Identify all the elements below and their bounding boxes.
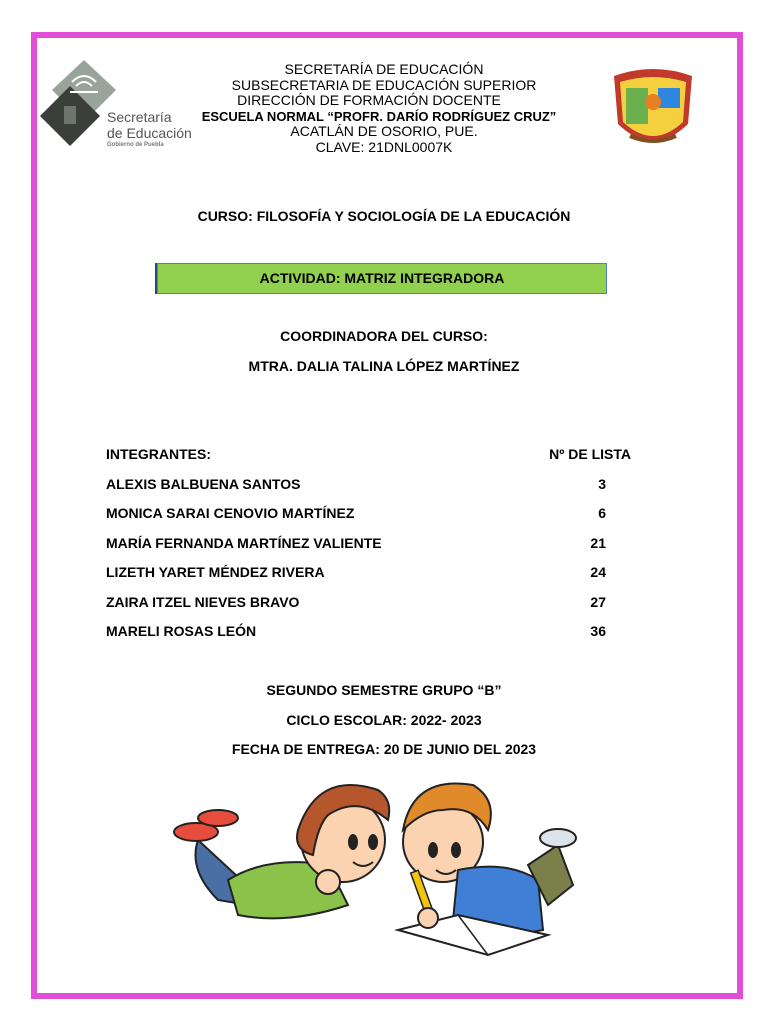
member-number: 21 bbox=[590, 534, 606, 551]
header-line5: ACATLÁN DE OSORIO, PUE. bbox=[290, 123, 478, 139]
member-row bbox=[106, 594, 636, 624]
delivery-date: FECHA DE ENTREGA: 20 DE JUNIO DEL 2023 bbox=[231, 741, 537, 757]
children-reading-writing-illustration bbox=[158, 770, 578, 960]
member-name: ALEXIS BALBUENA SANTOS bbox=[106, 475, 301, 492]
school-crest bbox=[608, 66, 698, 152]
logo-line1: Secretaría bbox=[107, 109, 172, 125]
coordinator-label: COORDINADORA DEL CURSO: bbox=[280, 328, 488, 344]
members-header bbox=[106, 446, 636, 476]
header-line2: SUBSECRETARIA DE EDUCACIÓN SUPERIOR bbox=[231, 76, 537, 93]
member-name: MARELI ROSAS LEÓN bbox=[106, 623, 257, 639]
member-name: MARÍA FERNANDA MARTÍNEZ VALIENTE bbox=[106, 534, 382, 551]
activity-banner: ACTIVIDAD: MATRIZ INTEGRADORA bbox=[157, 263, 607, 294]
member-number: 6 bbox=[598, 505, 606, 521]
coordinator-name: MTRA. DALIA TALINA LÓPEZ MARTÍNEZ bbox=[248, 358, 520, 374]
header-line6: CLAVE: 21DNL0007K bbox=[315, 138, 453, 155]
logo-subtitle: Gobierno de Puebla bbox=[107, 142, 164, 148]
member-name: LIZETH YARET MÉNDEZ RIVERA bbox=[106, 564, 325, 580]
member-number: 27 bbox=[590, 593, 606, 610]
header-school-name: ESCUELA NORMAL “PROFR. DARÍO RODRÍGUEZ CRUZ” bbox=[201, 108, 557, 124]
member-number: 24 bbox=[590, 564, 606, 580]
members-list bbox=[106, 446, 636, 653]
member-name: ZAIRA ITZEL NIEVES BRAVO bbox=[106, 593, 300, 610]
member-number: 3 bbox=[598, 475, 606, 492]
school-cycle: CICLO ESCOLAR: 2022- 2023 bbox=[286, 712, 482, 728]
member-row bbox=[106, 564, 636, 594]
header-line1: SECRETARÍA DE EDUCACIÓN bbox=[284, 61, 484, 77]
member-row bbox=[106, 535, 636, 565]
member-row bbox=[106, 623, 636, 653]
member-name: MONICA SARAI CENOVIO MARTÍNEZ bbox=[106, 505, 355, 521]
course-title: CURSO: FILOSOFÍA Y SOCIOLOGÍA DE LA EDUCACIÓN bbox=[197, 208, 571, 224]
header-line3: DIRECCIÓN DE FORMACIÓN DOCENTE bbox=[237, 92, 501, 108]
semester-group: SEGUNDO SEMESTRE GRUPO “B” bbox=[266, 682, 502, 698]
logo-line2: de Educación bbox=[107, 125, 192, 141]
members-header-label: INTEGRANTES: bbox=[106, 446, 211, 462]
member-row bbox=[106, 505, 636, 535]
member-row bbox=[106, 476, 636, 506]
member-number: 36 bbox=[590, 623, 606, 639]
list-number-header: Nº DE LISTA bbox=[549, 446, 631, 462]
